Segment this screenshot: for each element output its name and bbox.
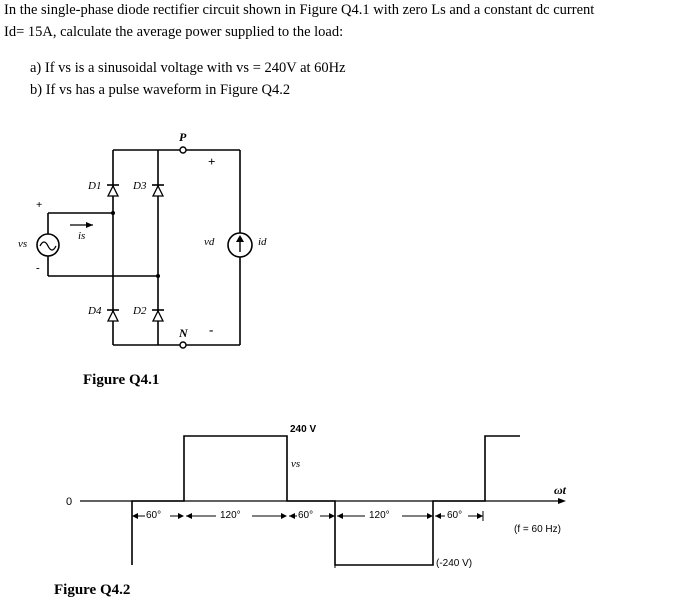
problem-line-2: Id= 15A, calculate the average power supplied to the load: [4,24,344,40]
vd-minus-sign: - [209,322,214,337]
vs-plus-sign: + [36,199,43,211]
segment-3-label: 60° [298,510,314,521]
id-label: id [258,236,267,248]
segment-4-label: 120° [369,510,390,521]
frequency-label: (f = 60 Hz) [514,524,561,535]
origin-label: 0 [66,496,73,508]
vs-minus-sign: - [36,262,40,274]
figure2-caption: Figure Q4.2 [54,582,131,598]
diode-d2-label: D2 [133,305,147,317]
problem-part-b: b) If vs has a pulse waveform in Figure Q4.2 [30,82,291,98]
figure1-caption: Figure Q4.1 [83,372,160,388]
omega-t-label: ωt [554,483,567,497]
is-label: is [78,230,86,242]
peak-negative-label: (-240 V) [436,558,473,569]
vd-plus-sign: + [208,154,216,169]
diode-d4-label: D4 [88,305,102,317]
diode-d1-label: D1 [88,180,102,192]
terminal-p-label: P [179,130,187,144]
segment-5-label: 60° [447,510,463,521]
problem-part-a: a) If vs is a sinusoidal voltage with vs = 240V at 60Hz [30,60,346,76]
peak-positive-label: 240 V [290,424,317,435]
waveform-vs-label: vs [291,458,301,470]
segment-2-label: 120° [220,510,241,521]
vs-label: vs [18,238,28,250]
diode-d3-label: D3 [133,180,147,192]
terminal-n-label: N [179,326,188,340]
vd-label: vd [204,236,215,248]
problem-line-1: In the single-phase diode rectifier circuit shown in Figure Q4.1 with zero Ls and a constant dc current [4,2,595,18]
segment-1-label: 60° [146,510,162,521]
